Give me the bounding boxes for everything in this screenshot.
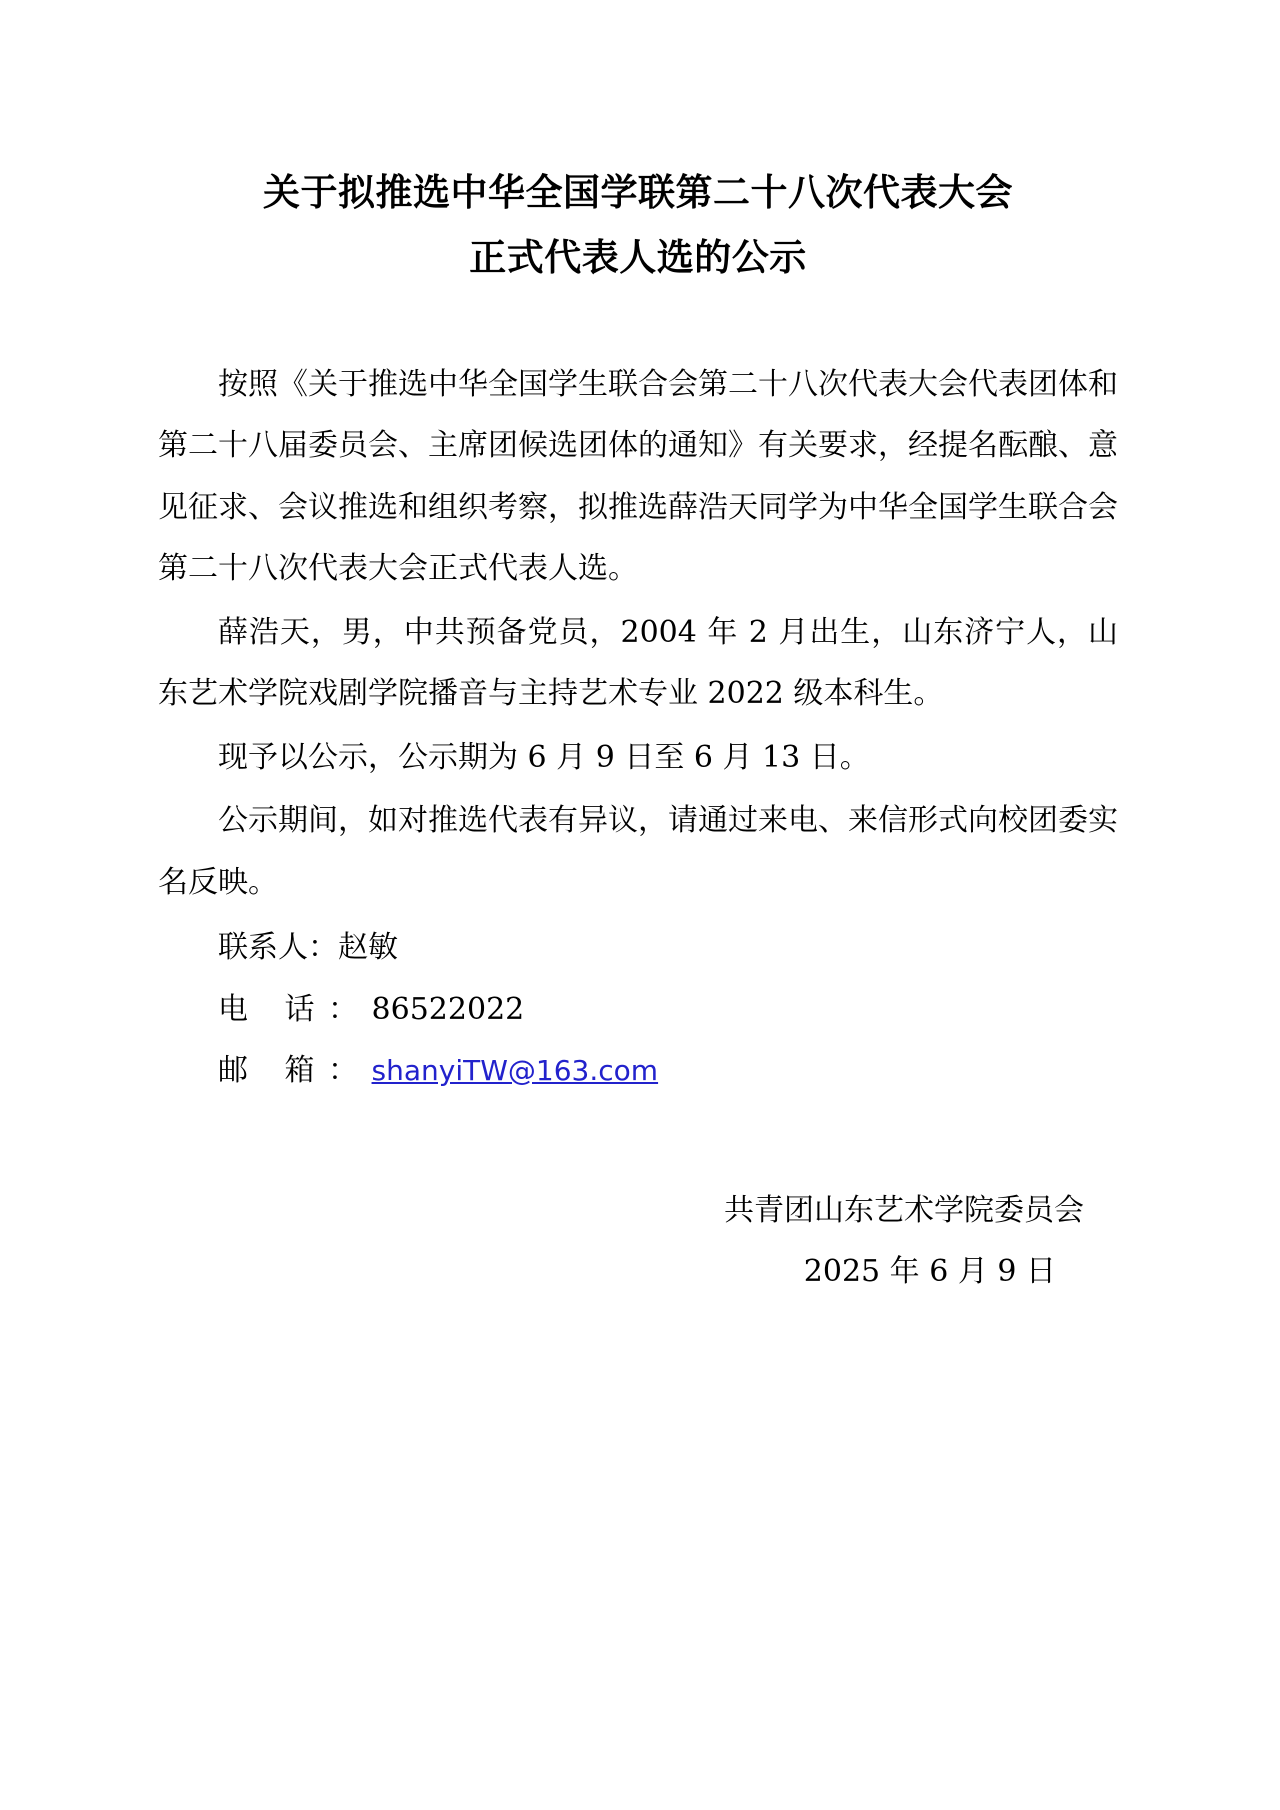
contact-email-row — [158, 1040, 1118, 1102]
contact-block — [158, 917, 1118, 1102]
paragraph-1: 按照《关于推选中华全国学生联合会第二十八次代表大会代表团体和第二十八届委员会、主席团候选团体的通知》有关要求，经提名酝酿、意见征求、会议推选和组织考察，拟推选薛浩天同学为中华全国学生联合会第二十八次代表大会正式代表人选。 — [158, 366, 1118, 586]
document-content — [158, 354, 1118, 1102]
document-body — [158, 0, 1118, 1303]
paragraph-2: 薛浩天，男，中共预备党员，2004 年 2 月出生，山东济宁人，山东艺术学院戏剧学院播音与主持艺术专业 2022 级本科生。 — [158, 614, 1118, 711]
contact-person-row — [158, 917, 1118, 979]
signature-date: 2025 年 6 月 9 日 — [803, 1254, 1056, 1289]
contact-email-label: 邮 箱： — [218, 1053, 372, 1088]
paragraph-3: 现予以公示，公示期为 6 月 9 日至 6 月 13 日。 — [218, 739, 870, 775]
contact-phone-value: 86522022 — [371, 991, 525, 1027]
page-title — [158, 160, 1118, 290]
contact-phone-label: 电 话： — [218, 991, 372, 1027]
contact-person-label: 联系人： — [218, 930, 338, 965]
contact-email-link[interactable]: shanyiTW@163.com — [371, 1054, 659, 1087]
signature-block — [158, 1180, 1118, 1303]
contact-phone-row — [158, 979, 1118, 1041]
paragraph-4: 公示期间，如对推选代表有异议，请通过来电、来信形式向校团委实名反映。 — [158, 803, 1118, 900]
page-title-line-1: 关于拟推选中华全国学联第二十八次代表大会 — [263, 170, 1013, 214]
contact-person-value: 赵敏 — [338, 930, 398, 965]
page-title-line-2: 正式代表人选的公示 — [469, 234, 807, 279]
signature-organization: 共青团山东艺术学院委员会 — [724, 1192, 1084, 1228]
